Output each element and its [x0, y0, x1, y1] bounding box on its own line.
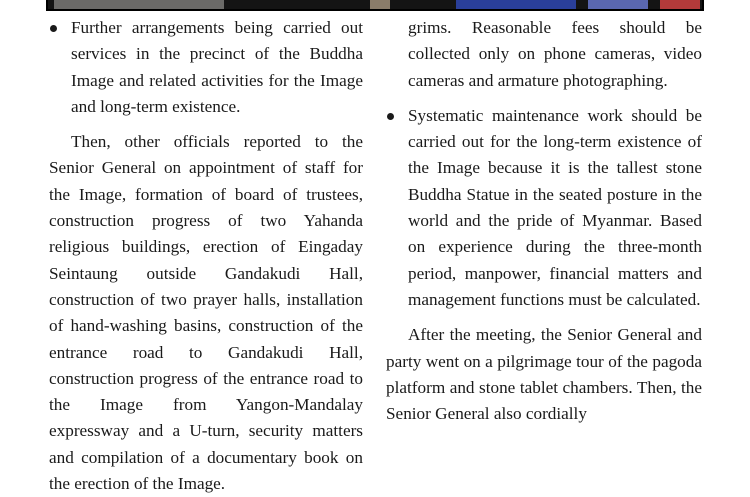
photo-right-blue	[456, 0, 576, 9]
bullet-item-arrangements	[49, 15, 363, 120]
photo-right-red	[660, 0, 700, 9]
photo-right-mid	[588, 0, 648, 9]
body-paragraph: Then, other officials reported to the Senior General on appointment of staff for the Image, formation of board of trustees, construction progress of two Yahanda religious buildings, erection of Eingaday Seintaung outside Gandakudi Hall, construction of two prayer halls, installation of hand-washing basins, construction of the entrance road to Gandakudi Hall, construction progress of the entrance road to the Image from Yangon-Mandalay expressway and a U-turn, security matters and compilation of a documentary book on the erection of the Image.	[49, 132, 363, 494]
bullet-icon	[50, 25, 57, 32]
bullet-text: Systematic maintenance work should be carried out for the long-term existence of the Image because it is the tallest stone Buddha Statue in the seated posture in the world and the pride of Myanmar. Based on experience during the three-month period, manpower, financial matters and management functions must be calculated.	[408, 105, 702, 309]
photo-middle	[370, 0, 390, 9]
bullet-text: Further arrangements being carried out services in the precinct of the Buddha Image and related activities for the Image and long-term existence.	[71, 18, 363, 116]
bullet-item-maintenance	[386, 103, 702, 313]
bullet-icon	[387, 113, 394, 120]
left-column	[49, 15, 363, 497]
body-paragraph: After the meeting, the Senior General and party went on a pilgrimage tour of the pagoda platform and stone tablet chambers. Then, the Senior General also cordially	[386, 325, 702, 424]
continued-bullet-text: grims. Reasonable fees should be collected only on phone cameras, video cameras and armature photographing.	[408, 18, 702, 90]
photo-strip	[46, 0, 704, 11]
right-column	[386, 15, 702, 427]
photo-left	[54, 0, 224, 9]
